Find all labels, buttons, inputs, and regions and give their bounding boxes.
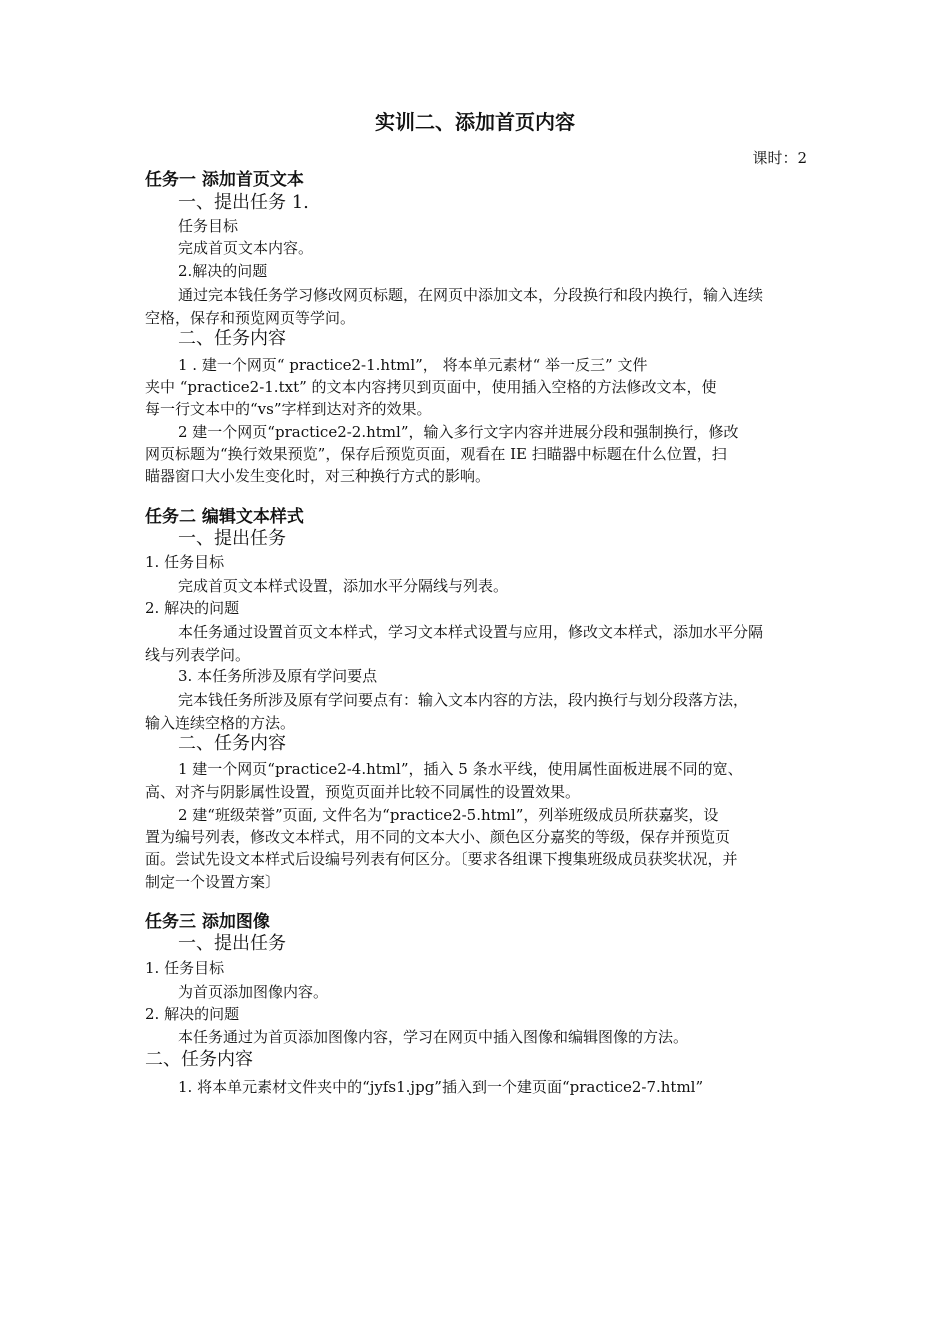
task2-prior-label: 3. 本任务所涉及原有学问要点 xyxy=(178,667,378,685)
task2-item1-line1: 1 建一个网页“practice2-4.html”，插入 5 条水平线，使用属性面板进展不同的宽、 xyxy=(178,760,743,778)
task1-raise-heading: 一、提出任务 1. xyxy=(178,192,309,213)
task2-prior-line2: 输入连续空格的方法。 xyxy=(145,714,296,732)
class-hours: 课时：2 xyxy=(752,149,807,167)
task2-item2-line2: 置为编号列表，修改文本样式，用不同的文本大小、颜色区分嘉奖的等级，保存并预览页 xyxy=(145,828,731,846)
task2-raise-heading: 一、提出任务 xyxy=(178,528,286,549)
task1-problem-line2: 空格，保存和预览网页等学问。 xyxy=(145,309,356,327)
task3-raise-heading: 一、提出任务 xyxy=(178,933,286,954)
task2-content-heading: 二、任务内容 xyxy=(178,733,286,754)
task2-heading: 任务二 编辑文本样式 xyxy=(145,507,304,527)
document-title: 实训二、添加首页内容 xyxy=(375,110,575,134)
task1-heading: 任务一 添加首页文本 xyxy=(145,170,304,190)
task3-goal-label: 1. 任务目标 xyxy=(145,959,225,977)
task2-goal-label: 1. 任务目标 xyxy=(145,553,225,571)
task1-item2-line3: 瞄器窗口大小发生变化时，对三种换行方式的影响。 xyxy=(145,467,491,485)
task1-item1-line3: 每一行文本中的“vs”字样到达对齐的效果。 xyxy=(145,400,432,418)
task2-item2-line1: 2 建“班级荣誉”页面, 文件名为“practice2-5.html”，列举班级成员所获嘉奖，设 xyxy=(178,806,719,824)
task1-problem-label: 2.解决的问题 xyxy=(178,262,268,280)
task3-problem-label: 2. 解决的问题 xyxy=(145,1005,240,1023)
task3-heading: 任务三 添加图像 xyxy=(145,912,270,932)
task1-item1-line1: 1 . 建一个网页“ practice2-1.html”， 将本单元素材“ 举一反三” 文件 xyxy=(178,356,648,374)
task1-content-heading: 二、任务内容 xyxy=(178,328,286,349)
task2-problem-label: 2. 解决的问题 xyxy=(145,599,240,617)
task1-problem-line1: 通过完本钱任务学习修改网页标题，在网页中添加文本，分段换行和段内换行，输入连续 xyxy=(178,286,764,304)
task1-item1-line2: 夹中 “practice2-1.txt” 的文本内容拷贝到页面中，使用插入空格的方法修改文本，使 xyxy=(145,378,717,396)
task1-item2-line2: 网页标题为“换行效果预览”，保存后预览页面，观看在 IE 扫瞄器中标题在什么位置，扫 xyxy=(145,445,727,463)
task3-content-heading: 二、任务内容 xyxy=(145,1049,253,1070)
task3-problem-line1: 本任务通过为首页添加图像内容，学习在网页中插入图像和编辑图像的方法。 xyxy=(178,1028,689,1046)
task2-item1-line2: 高、对齐与阴影属性设置，预览页面并比较不同属性的设置效果。 xyxy=(145,783,581,801)
task3-goal-text: 为首页添加图像内容。 xyxy=(178,983,329,1001)
task3-item1-line1: 1. 将本单元素材文件夹中的“jyfs1.jpg”插入到一个建页面“practice2-7.html” xyxy=(178,1078,704,1096)
task2-goal-text: 完成首页文本样式设置，添加水平分隔线与列表。 xyxy=(178,577,509,595)
task2-prior-line1: 完本钱任务所涉及原有学问要点有：输入文本内容的方法，段内换行与划分段落方法， xyxy=(178,691,749,709)
task2-item2-line4: 制定一个设置方案〕 xyxy=(145,873,281,891)
task2-item2-line3: 面。尝试先设文本样式后设编号列表有何区分。〔要求各组课下搜集班级成员获奖状况，并 xyxy=(145,850,738,868)
task1-item2-line1: 2 建一个网页“practice2-2.html”，输入多行文字内容并进展分段和强制换行，修改 xyxy=(178,423,739,441)
task2-problem-line1: 本任务通过设置首页文本样式，学习文本样式设置与应用，修改文本样式，添加水平分隔 xyxy=(178,623,764,641)
task2-problem-line2: 线与列表学问。 xyxy=(145,646,251,664)
task1-goal-text: 完成首页文本内容。 xyxy=(178,239,314,257)
task1-goal-label: 任务目标 xyxy=(178,217,239,235)
